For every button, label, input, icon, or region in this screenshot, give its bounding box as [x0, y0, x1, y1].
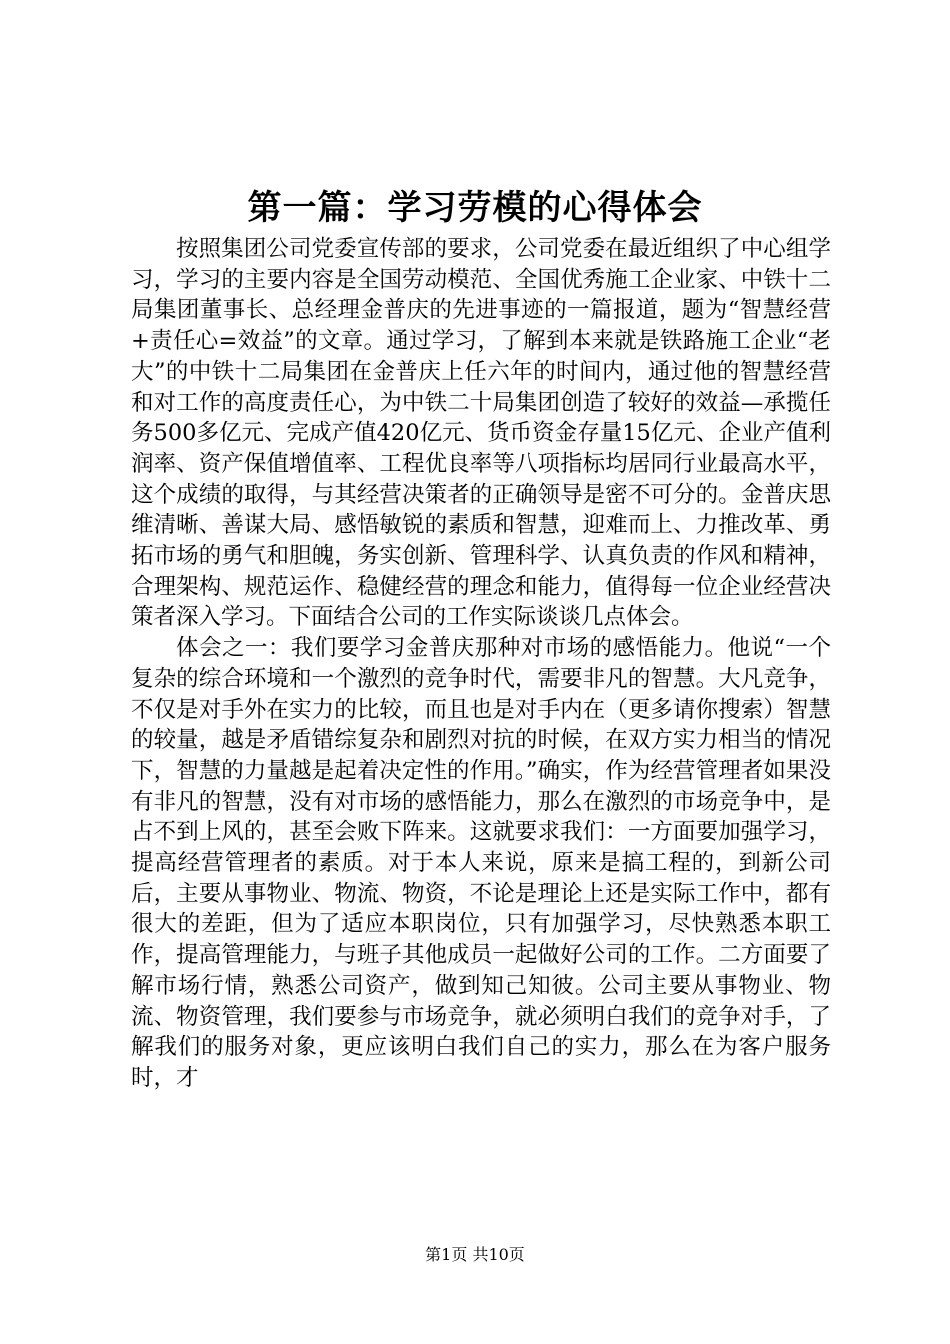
page-title: 第一篇：学习劳模的心得体会: [247, 188, 703, 228]
paragraph: 体会之一：我们要学习金普庆那种对市场的感悟能力。他说“一个复杂的综合环境和一个激烈的竞争时代，需要非凡的智慧。大凡竞争，不仅是对手外在实力的比较，而且也是对手内在（更多请你搜索）智慧的较量，越是矛盾错综复杂和剧烈对抗的时候，在双方实力相当的情况下，智慧的力量越是起着决定性的作用。”确实，作为经营管理者如果没有非凡的智慧，没有对市场的感悟能力，那么在激烈的市场竞争中，是占不到上风的，甚至会败下阵来。这就要求我们：一方面要加强学习，提高经营管理者的素质。对于本人来说，原来是搞工程的，到新公司后，主要从事物业、物流、物资，不论是理论上还是实际工作中，都有很大的差距，但为了适应本职岗位，只有加强学习，尽快熟悉本职工作，提高管理能力，与班子其他成员一起做好公司的工作。二方面要了解市场行情，熟悉公司资产，做到知己知彼。公司主要从事物业、物流、物资管理，我们要参与市场竞争，就必须明白我们的竞争对手，了解我们的服务对象，更应该明白我们自己的实力，那么在为客户服务时，才: [131, 635, 831, 1091]
paragraph: 按照集团公司党委宣传部的要求，公司党委在最近组织了中心组学习，学习的主要内容是全国劳动模范、全国优秀施工企业家、中铁十二局集团董事长、总经理金普庆的先进事迹的一篇报道，题为“智慧经营+责任心=效益”的文章。通过学习，了解到本来就是铁路施工企业“老大”的中铁十二局集团在金普庆上任六年的时间内，通过他的智慧经营和对工作的高度责任心，为中铁二十局集团创造了较好的效益—承揽任务500多亿元、完成产值420亿元、货币资金存量15亿元、企业产值利润率、资产保值增值率、工程优良率等八项指标均居同行业最高水平，这个成绩的取得，与其经营决策者的正确领导是密不可分的。金普庆思维清晰、善谋大局、感悟敏锐的素质和智慧，迎难而上、力推改革、勇拓市场的勇气和胆魄，务实创新、管理科学、认真负责的作风和精神，合理架构、规范运作、稳健经营的理念和能力，值得每一位企业经营决策者深入学习。下面结合公司的工作实际谈谈几点体会。: [131, 236, 831, 631]
document-body: [131, 234, 831, 1094]
page-footer: 第1页 共10页: [425, 1245, 525, 1264]
